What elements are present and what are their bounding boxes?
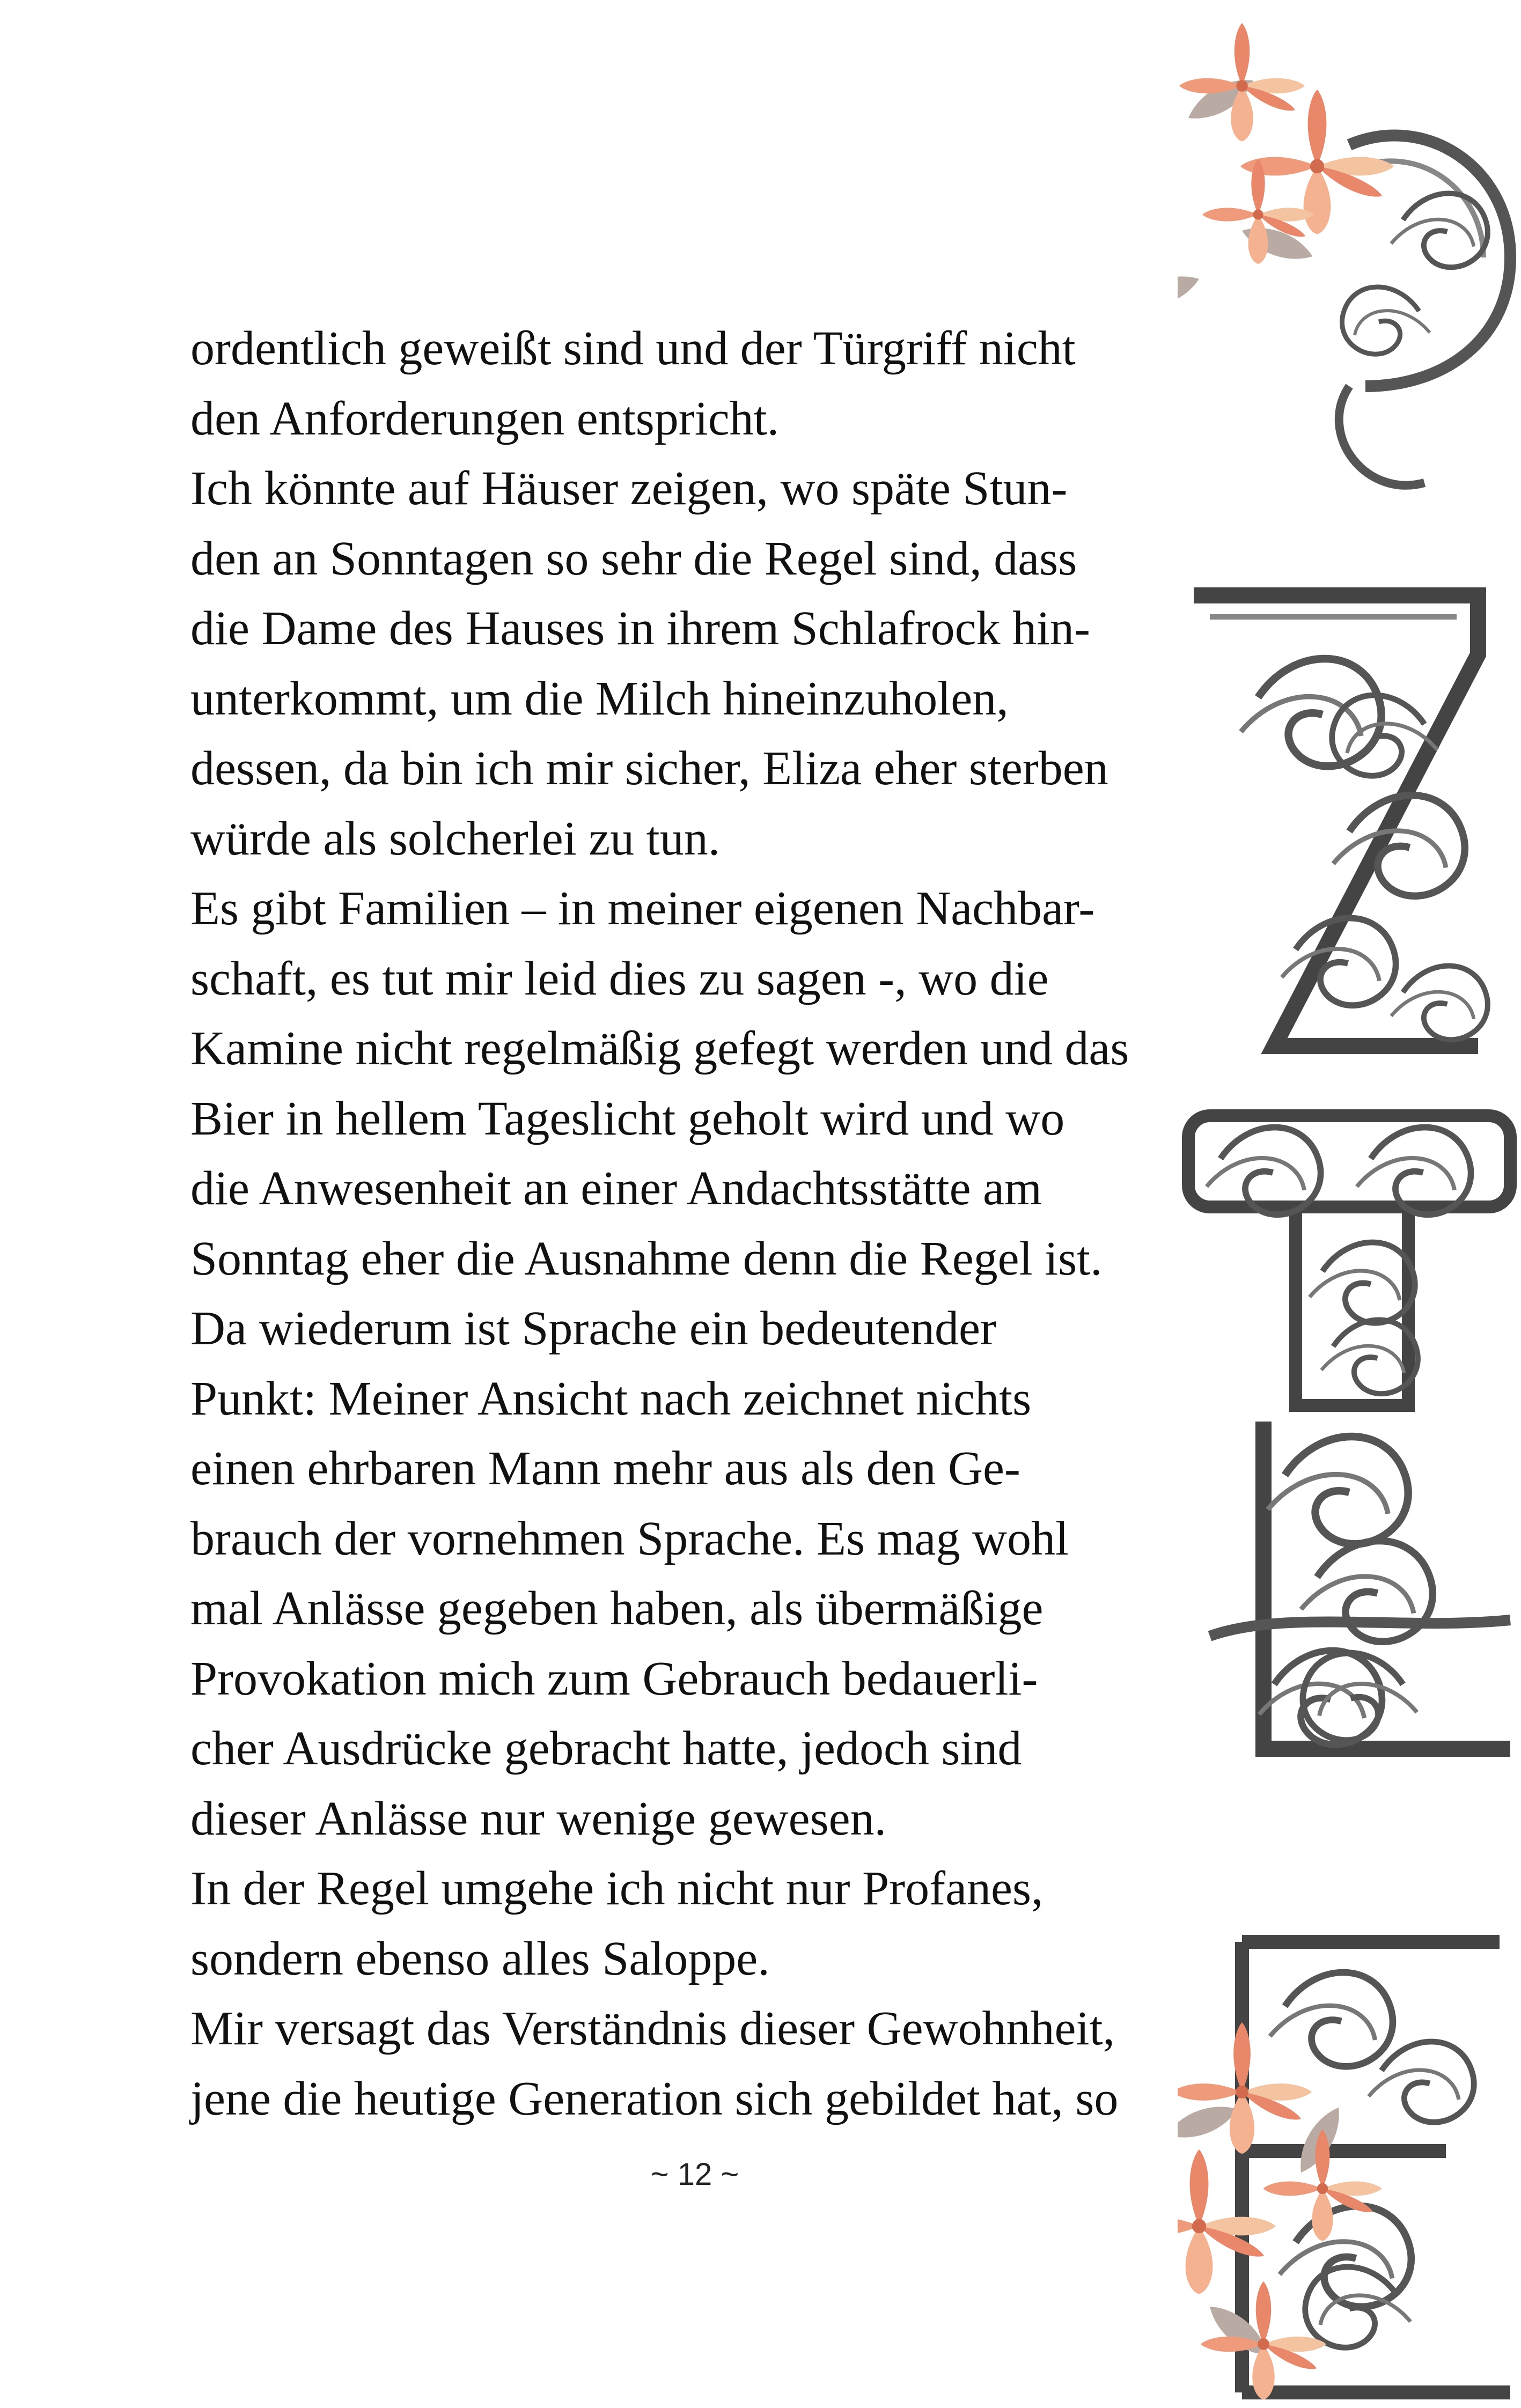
text-line: Bier in hellem Tageslicht geholt wird und wo xyxy=(190,1092,1065,1145)
text-line: Punkt: Meiner Ansicht nach zeichnet nichts xyxy=(190,1372,1032,1425)
text-line: mal Anlässe gegeben haben, als übermäßige xyxy=(190,1582,1044,1635)
text-line: einen ehrbaren Mann mehr aus als den Ge- xyxy=(190,1442,1020,1495)
text-line: ordentlich geweißt sind und der Türgriff nicht xyxy=(190,322,1076,375)
text-line: Sonntag eher die Ausnahme denn die Regel ist. xyxy=(190,1232,1103,1285)
body-text xyxy=(190,314,1210,2134)
text-line: schaft, es tut mir leid dies zu sagen -, wo die xyxy=(190,952,1049,1005)
text-line: die Dame des Hauses in ihrem Schlafrock hin- xyxy=(190,602,1090,655)
text-line: In der Regel umgehe ich nicht nur Profanes, xyxy=(190,1862,1044,1915)
text-line: brauch der vornehmen Sprache. Es mag wohl xyxy=(190,1512,1069,1565)
text-line: dieser Anlässe nur wenige gewesen. xyxy=(190,1792,887,1845)
text-line: cher Ausdrücke gebracht hatte, jedoch sind xyxy=(190,1722,1022,1775)
floral-ornamental-letters-icon xyxy=(1178,0,1521,2408)
text-line: dessen, da bin ich mir sicher, Eliza eher sterben xyxy=(190,742,1108,795)
text-line: Ich könnte auf Häuser zeigen, wo späte Stun- xyxy=(190,462,1068,515)
text-line: den Anforderungen entspricht. xyxy=(190,392,780,445)
text-line: Es gibt Familien – in meiner eigenen Nachbar- xyxy=(190,882,1095,935)
text-line: Kamine nicht regelmäßig gefegt werden und das xyxy=(190,1022,1129,1075)
text-line: den an Sonntagen so sehr die Regel sind, dass xyxy=(190,532,1077,585)
page-number: ~ 12 ~ xyxy=(650,2157,739,2192)
text-line: Mir versagt das Verständnis dieser Gewohnheit, xyxy=(190,2002,1115,2055)
text-line: die Anwesenheit an einer Andachtsstätte am xyxy=(190,1162,1042,1215)
text-line: würde als solcherlei zu tun. xyxy=(190,812,721,865)
text-line: Provokation mich zum Gebrauch bedauerli- xyxy=(190,1652,1038,1705)
text-line: jene die heutige Generation sich gebildet hat, so xyxy=(190,2072,1119,2125)
text-line: unterkommt, um die Milch hineinzuholen, xyxy=(190,672,1009,725)
text-line: Da wiederum ist Sprache ein bedeutender xyxy=(190,1302,996,1355)
text-line: sondern ebenso alles Saloppe. xyxy=(190,1932,770,1985)
